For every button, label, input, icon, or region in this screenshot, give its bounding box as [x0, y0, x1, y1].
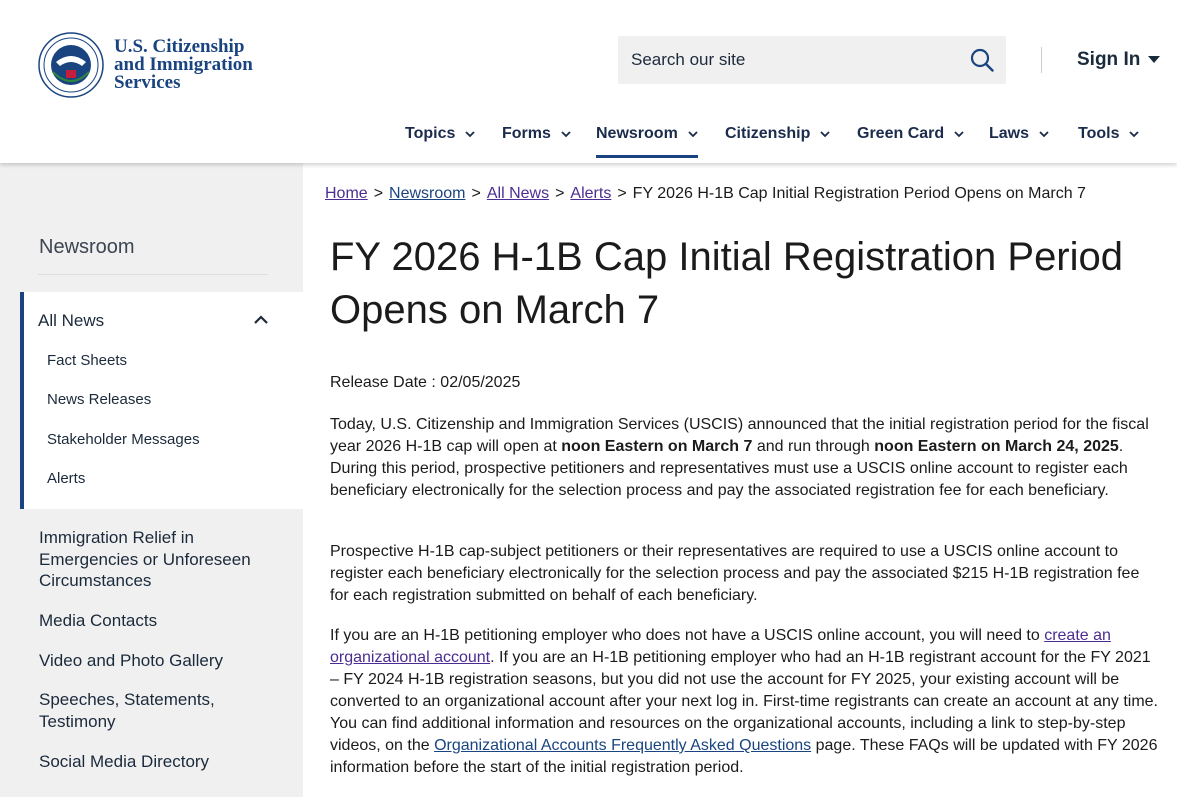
p3-text-3: page. These FAQs will be updated with FY 2026 information before the start of the initial registration period. — [330, 737, 1158, 776]
sidebar-divider — [38, 274, 268, 275]
p1-bold-2: noon Eastern on March 24, 2025 — [874, 438, 1119, 455]
p1-bold-1: noon Eastern on March 7 — [561, 438, 753, 455]
nav-green-card[interactable] — [857, 118, 964, 150]
sidebar-title: Newsroom — [39, 236, 135, 258]
breadcrumb-separator: > — [373, 185, 384, 202]
nav-tools[interactable] — [1078, 118, 1139, 150]
nav-newsroom-label: Newsroom — [596, 125, 678, 142]
chevron-down-icon — [688, 131, 698, 138]
release-date — [330, 374, 520, 392]
sidebar-item-news-releases[interactable]: News Releases — [47, 391, 152, 408]
p1-text-1: Today, U.S. Citizenship and Immigration Services (USCIS) announced that the initial registration period for the fiscal year 2026 H-1B cap will open at — [330, 416, 1149, 455]
breadcrumb-separator: > — [617, 185, 627, 202]
sidebar-item-fact-sheets[interactable]: Fact Sheets — [47, 352, 128, 369]
chevron-down-icon — [1039, 131, 1049, 138]
nav-forms-label: Forms — [502, 125, 551, 142]
breadcrumb-separator: > — [555, 185, 565, 202]
p3-text-1: If you are an H-1B petitioning employer who does not have a USCIS online account, you will need to — [330, 627, 1045, 644]
main-nav — [0, 118, 1177, 158]
sidebar-item-all-news[interactable]: All News — [38, 311, 105, 330]
chevron-down-icon — [465, 131, 475, 138]
sign-in-button[interactable] — [1077, 49, 1160, 71]
search-icon[interactable] — [970, 48, 994, 72]
nav-citizenship[interactable] — [725, 118, 830, 150]
nav-newsroom[interactable] — [596, 118, 698, 158]
create-org-account-link[interactable]: create an organizational account — [330, 627, 1111, 666]
sidebar-item-immigration-relief[interactable]: Immigration Relief in Emergencies or Unforeseen Circumstances — [39, 528, 251, 590]
breadcrumb-all-news[interactable]: All News — [486, 185, 550, 202]
p1-text-2: and run through — [752, 438, 875, 455]
sidebar-item-video-photo-gallery[interactable]: Video and Photo Gallery — [39, 651, 223, 670]
dhs-seal-icon — [38, 32, 104, 98]
page-title: FY 2026 H-1B Cap Initial Registration Period Opens on March 7 — [330, 235, 1124, 332]
breadcrumb — [325, 185, 1086, 203]
logo-wordmark — [114, 38, 253, 92]
uscis-logo-link[interactable] — [38, 32, 253, 98]
logo-line-3: Services — [114, 72, 181, 93]
article-paragraph-3 — [330, 625, 1160, 779]
caret-down-icon — [1148, 56, 1160, 64]
article-paragraph-2: Prospective H-1B cap-subject petitioners or their representatives are required to use a USCIS online account to register each beneficiary electronically for the selection process and pay the associated $215 H-1B registration fee for each registration submitted on behalf of each beneficiary. — [330, 543, 1140, 604]
sidebar-item-media-contacts[interactable]: Media Contacts — [39, 611, 158, 630]
chevron-down-icon — [954, 131, 964, 138]
p3-text-2: . If you are an H-1B petitioning employer who had an H-1B registrant account for the FY 2021 – FY 2024 H-1B registration seasons, but you did not use the account for FY 2025, your existing account will be converted to an organizational account after your next log in. First-time registrants can create an account at any time. You can find additional information and resources on the organizational accounts, including a link to step-by-step videos, on the — [330, 649, 1158, 754]
logo-line-1: U.S. Citizenship — [114, 36, 245, 57]
breadcrumb-home[interactable]: Home — [325, 185, 368, 202]
nav-tools-label: Tools — [1078, 125, 1120, 142]
p1-text-3: . During this period, prospective petitioners and representatives must use a USCIS online account to register each beneficiary electronically for the selection process and pay the associated registration fee for each beneficiary. — [330, 438, 1128, 499]
sidebar-item-alerts[interactable]: Alerts — [47, 470, 86, 487]
release-date-value: 02/05/2025 — [440, 374, 521, 391]
breadcrumb-current: FY 2026 H-1B Cap Initial Registration Period Opens on March 7 — [632, 185, 1086, 202]
sidebar-item-speeches[interactable]: Speeches, Statements, Testimony — [39, 690, 215, 731]
breadcrumb-alerts[interactable]: Alerts — [570, 185, 612, 202]
chevron-down-icon — [1129, 131, 1139, 138]
nav-laws-label: Laws — [989, 125, 1030, 142]
nav-topics-label: Topics — [405, 125, 456, 142]
sidebar-active-section — [20, 292, 307, 509]
sidebar-item-stakeholder-messages[interactable]: Stakeholder Messages — [47, 431, 200, 448]
nav-forms[interactable] — [502, 118, 571, 150]
breadcrumb-separator: > — [471, 185, 481, 202]
nav-green-card-label: Green Card — [857, 125, 945, 142]
search-input[interactable] — [629, 49, 953, 71]
chevron-down-icon — [820, 131, 830, 138]
logo-line-2: and Immigration — [114, 54, 253, 75]
nav-laws[interactable] — [989, 118, 1049, 150]
sidebar — [0, 163, 303, 797]
sidebar-item-social-media-directory[interactable]: Social Media Directory — [39, 752, 210, 771]
article-paragraph-1 — [330, 414, 1160, 502]
sign-in-label: Sign In — [1077, 49, 1141, 70]
header-divider — [1041, 47, 1042, 73]
org-accounts-faq-link[interactable]: Organizational Accounts Frequently Asked Questions — [434, 737, 812, 754]
search-box — [618, 36, 1006, 84]
chevron-down-icon — [561, 131, 571, 138]
release-date-label: Release Date : — [330, 374, 436, 391]
nav-topics[interactable] — [405, 118, 475, 150]
nav-citizenship-label: Citizenship — [725, 125, 811, 142]
site-header — [0, 0, 1177, 163]
chevron-up-icon[interactable] — [254, 315, 268, 324]
breadcrumb-newsroom[interactable]: Newsroom — [389, 185, 466, 202]
